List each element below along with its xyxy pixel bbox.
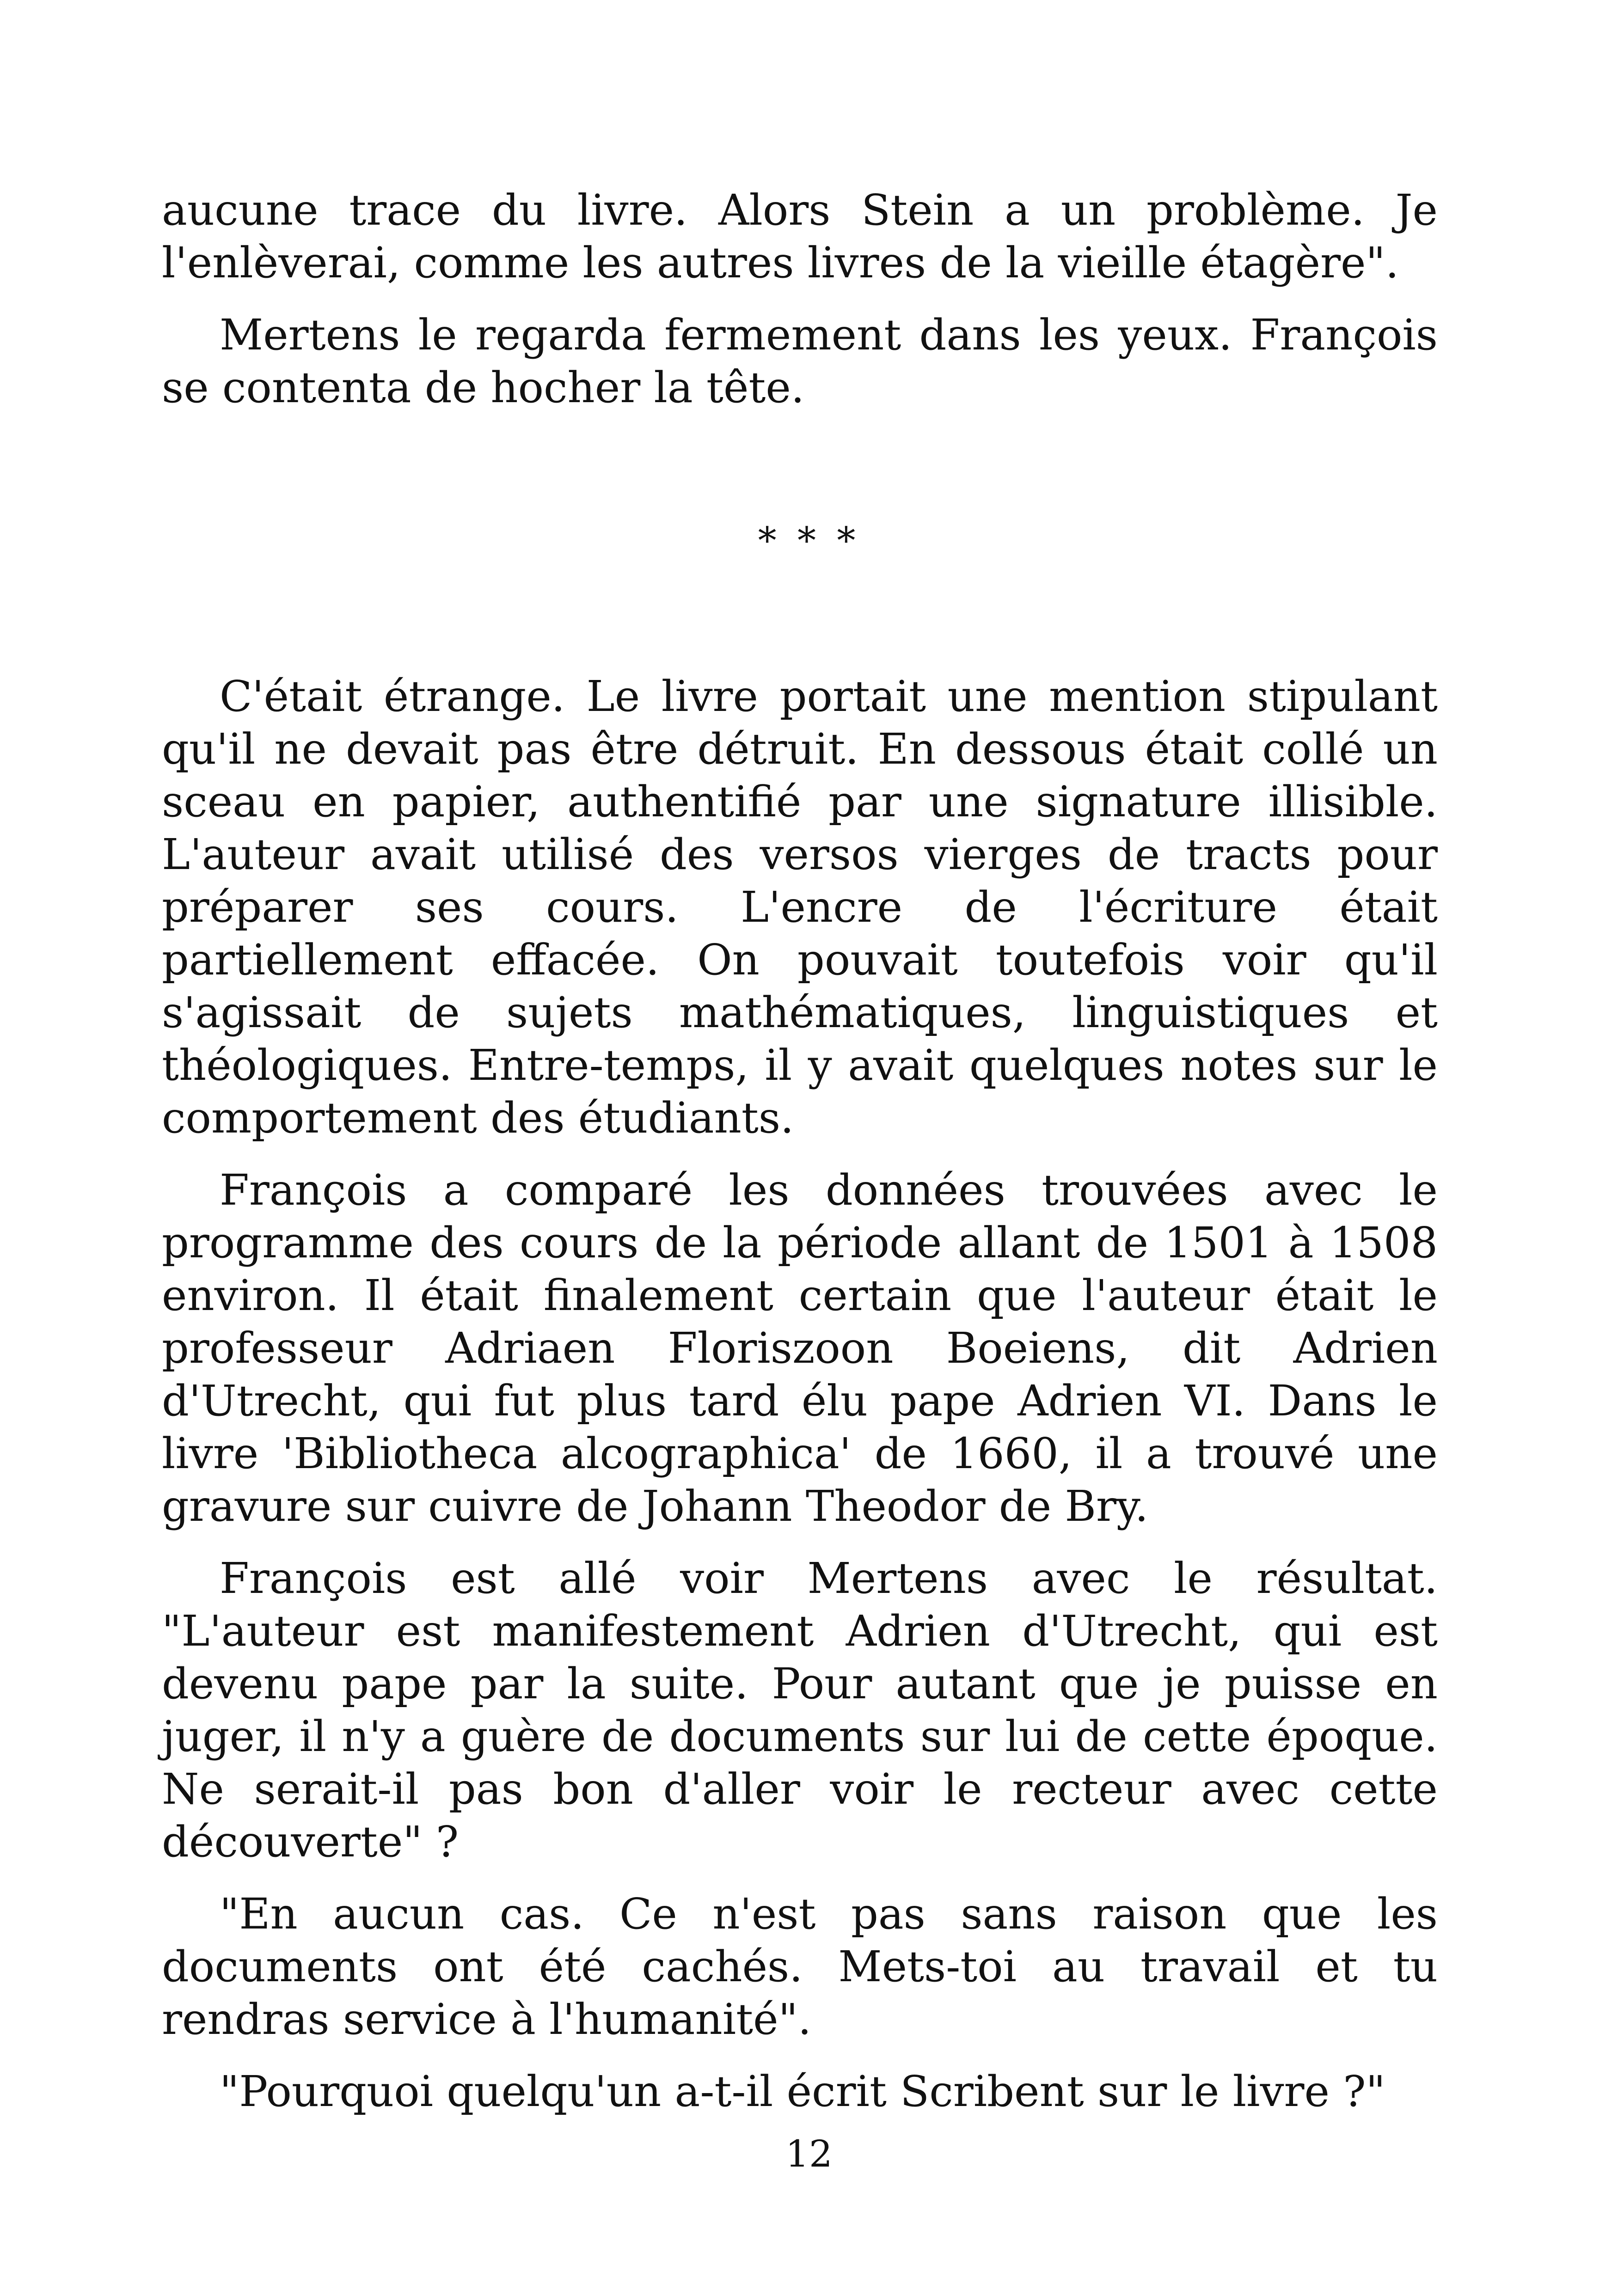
section-separator: * * *	[758, 519, 860, 562]
paragraph: "Pourquoi quelqu'un a-t-il écrit Scribent sur le livre ?"	[220, 2067, 1385, 2116]
main-text-block	[162, 670, 1438, 2137]
paragraph: François est allé voir Mertens avec le résultat. "L'auteur est manifestement Adrien d'Utrecht, qui est devenu pape par la suite. Pour autant que je puisse en juger, il n'y a guère de documents sur lui de cette époque. Ne serait-il pas bon d'aller voir le recteur avec cette découverte" ?	[162, 1554, 1438, 1867]
paragraph: C'était étrange. Le livre portait une mention stipulant qu'il ne devait pas être détruit. En dessous était collé un sceau en papier, authentifié par une signature illisible. L'auteur avait utilisé des versos vierges de tracts pour préparer ses cours. L'encre de l'écriture était partiellement effacée. On pouvait toutefois voir qu'il s'agissait de sujets mathématiques, linguistiques et théologiques. Entre-temps, il y avait quelques notes sur le comportement des étudiants.	[162, 672, 1438, 1143]
paragraph: "En aucun cas. Ce n'est pas sans raison que les documents ont été cachés. Mets-toi au travail et tu rendras service à l'humanité".	[162, 1889, 1438, 2044]
top-text-block	[162, 184, 1438, 434]
paragraph: Mertens le regarda fermement dans les yeux. François se contenta de hocher la tête.	[162, 310, 1438, 412]
paragraph: aucune trace du livre. Alors Stein a un problème. Je l'enlèverai, comme les autres livres de la vieille étagère".	[162, 185, 1438, 288]
paragraph: François a comparé les données trouvées avec le programme des cours de la période allant de 1501 à 1508 environ. Il était finalement certain que l'auteur était le professeur Adriaen Floriszoon Boeiens, dit Adrien d'Utrecht, qui fut plus tard élu pape Adrien VI. Dans le livre 'Bibliotheca alcographica' de 1660, il a trouvé une gravure sur cuivre de Johann Theodor de Bry.	[162, 1165, 1438, 1531]
page-number: 12	[785, 2132, 833, 2175]
